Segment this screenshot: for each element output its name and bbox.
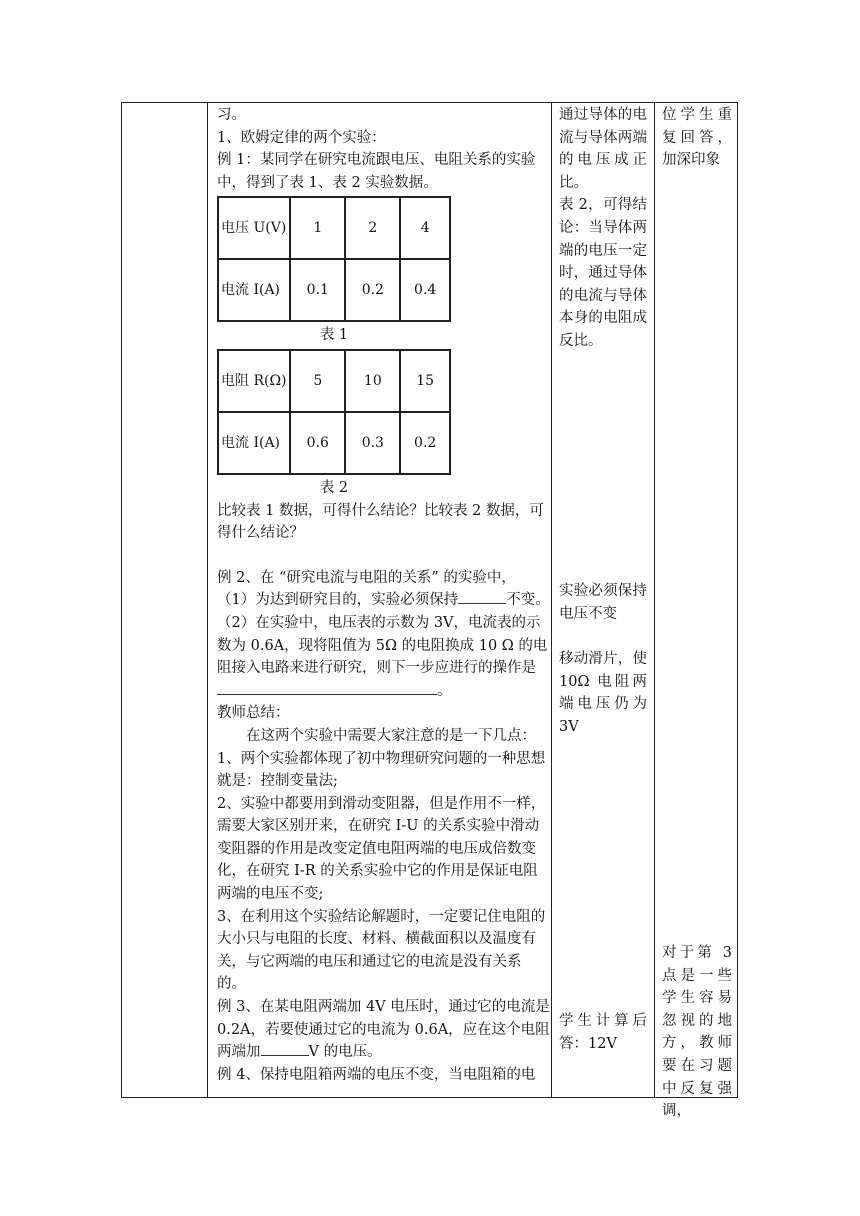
table-cell: 0.1 bbox=[290, 259, 345, 321]
answer-text: 学生计算后答：12V bbox=[559, 1013, 647, 1052]
table-cell: 电阻 R(Ω) bbox=[218, 350, 290, 412]
summary-point-1: 1、两个实验都体现了初中物理研究问题的一种思想就是：控制变量法; bbox=[217, 750, 546, 790]
summary-title: 教师总结： bbox=[217, 705, 290, 722]
table-row bbox=[218, 259, 450, 321]
table-cell: 1 bbox=[290, 197, 345, 259]
table-row bbox=[218, 197, 450, 259]
table-cell: 电压 U(V) bbox=[218, 197, 290, 259]
design-intent-column bbox=[662, 104, 732, 1120]
teaching-content-column bbox=[217, 104, 550, 1086]
table-cell: 15 bbox=[400, 350, 450, 412]
column-divider bbox=[207, 102, 208, 1098]
column-divider bbox=[551, 102, 552, 1098]
table-row bbox=[218, 350, 450, 412]
table-2-caption: 表 2 bbox=[319, 479, 349, 496]
text-line: 1、欧姆定律的两个实验： bbox=[217, 129, 386, 146]
table-1-caption: 表 1 bbox=[319, 327, 349, 344]
question-text: 。 bbox=[437, 682, 452, 699]
example-2-question-2 bbox=[217, 612, 550, 702]
example-4: 例 4、保持电阻箱两端的电压不变，当电阻箱的电 bbox=[217, 1066, 536, 1083]
table-cell: 0.2 bbox=[345, 259, 400, 321]
example-1-text: 例 1：某同学在研究电流跟电压、电阻关系的实验中，得到了表 1、表 2 实验数据。 bbox=[217, 152, 536, 191]
table-cell: 0.6 bbox=[290, 412, 345, 474]
answer-blank bbox=[458, 589, 506, 604]
question-text: （2）在实验中，电压表的示数为 3V，电流表的示数为 0.6A，现将阻值为 5Ω 的电阻换成 10 Ω 的电阻接入电路来进行研究，则下一步应进行的操作是 bbox=[217, 614, 548, 677]
summary-point-2: 2、实验中都要用到滑动变阻器，但是作用不一样，需要大家区别开来，在研究 I-U 的关系实验中滑动变阻器的作用是改变定值电阻两端的电压成倍数变化，在研究 I-R 的关系实验中它的作用是保证电阻两端的电压不变; bbox=[217, 795, 546, 903]
answer-blank bbox=[261, 1041, 309, 1056]
table-cell: 4 bbox=[400, 197, 450, 259]
table-cell: 电流 I(A) bbox=[218, 259, 290, 321]
table-cell: 10 bbox=[345, 350, 400, 412]
table-cell: 2 bbox=[345, 197, 400, 259]
question-text: 不变。 bbox=[506, 592, 550, 609]
note-text: 对于第 3 点是一些学生容易忽视的地方，教师要在习题中反复强调， bbox=[662, 945, 732, 1120]
table-cell: 0.3 bbox=[345, 412, 400, 474]
column-divider bbox=[654, 102, 655, 1098]
answer-text: 表 2，可得结论：当导体两端的电压一定时，通过导体的电流与导体本身的电阻成反比。 bbox=[559, 197, 647, 349]
table-cell: 5 bbox=[290, 350, 345, 412]
summary-point-3: 3、在利用这个实验结论解题时，一定要记住电阻的大小只与电阻的长度、材料、横截面积以及温度有关，与它两端的电压和通过它的电流是没有关系的。 bbox=[217, 908, 546, 993]
student-activity-column bbox=[559, 104, 647, 1052]
example-2-question-1 bbox=[217, 589, 550, 612]
table-cell: 电流 I(A) bbox=[218, 412, 290, 474]
table-cell: 0.2 bbox=[400, 412, 450, 474]
data-table-2 bbox=[217, 349, 451, 475]
question-text: V 的电压。 bbox=[308, 1044, 382, 1061]
table-row bbox=[218, 412, 450, 474]
spacer bbox=[217, 545, 550, 567]
answer-blank bbox=[217, 680, 437, 695]
compare-question: 比较表 1 数据，可得什么结论？比较表 2 数据，可得什么结论？ bbox=[217, 502, 544, 542]
example-3 bbox=[217, 996, 550, 1064]
question-text: 例 3、在某电阻两端加 4V 电压时，通过它的电流是 0.2A，若要使通过它的电流为 0.6A，应在这个电阻两端加 bbox=[217, 999, 550, 1061]
answer-text: 移动滑片，使 10Ω 电阻两端电压仍为 3V bbox=[559, 651, 647, 735]
text-line: 习。 bbox=[217, 107, 246, 123]
note-text: 位学生重复回答，加深印象 bbox=[662, 107, 732, 169]
example-2-title: 例 2、在 “研究电流与电阻的关系” 的实验中， bbox=[217, 569, 516, 586]
data-table-1 bbox=[217, 196, 451, 322]
summary-intro: 在这两个实验中需要大家注意的是一下几点： bbox=[246, 727, 536, 744]
answer-text: 实验必须保持电压不变 bbox=[559, 583, 647, 622]
answer-text: 通过导体的电流与导体两端的电压成正比。 bbox=[559, 107, 647, 191]
question-text: （1）为达到研究目的，实验必须保持 bbox=[217, 592, 459, 609]
table-cell: 0.4 bbox=[400, 259, 450, 321]
